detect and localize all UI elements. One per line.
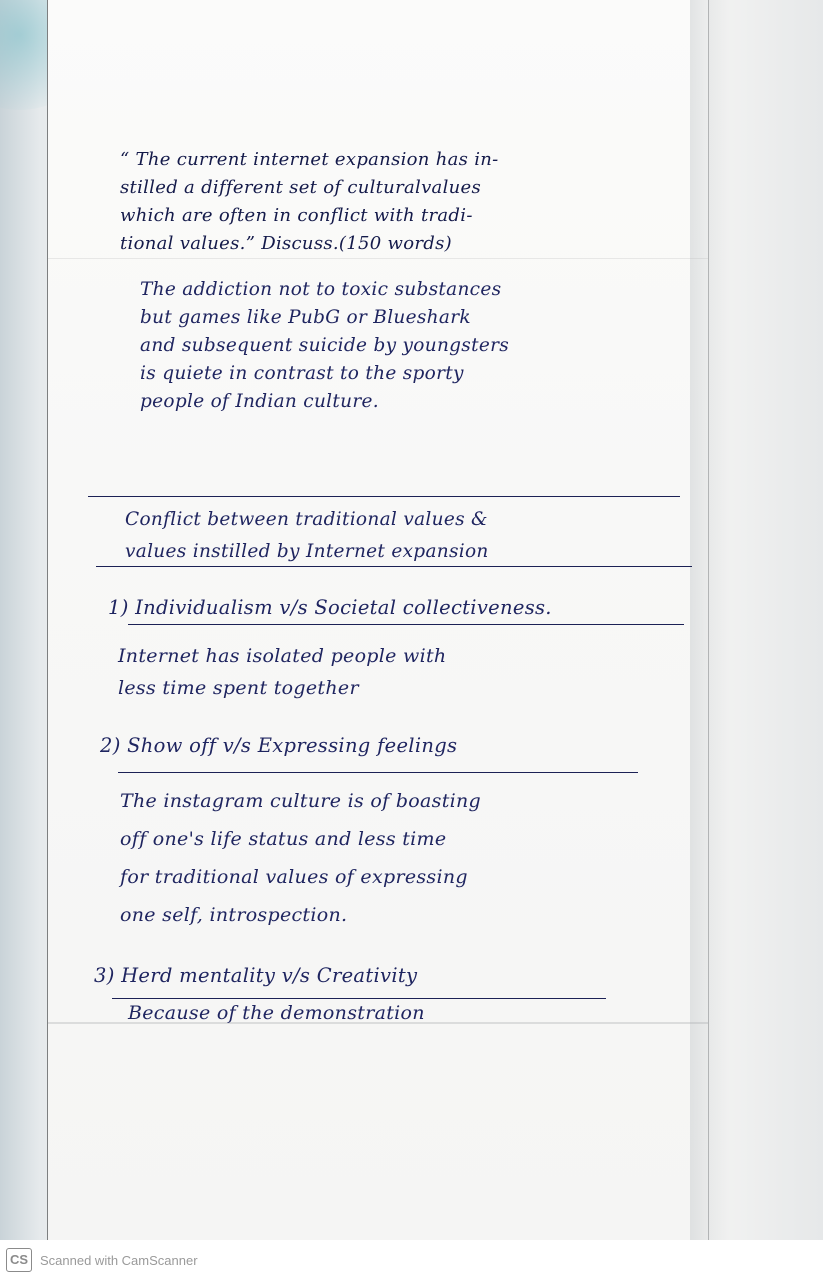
point-body-line: less time spent together: [118, 677, 359, 699]
introduction-line: The addiction not to toxic substances: [140, 279, 502, 300]
paper-edge-shadow: [690, 0, 730, 1240]
point-body-line: The instagram culture is of boasting: [120, 790, 482, 812]
question-line: which are often in conflict with tradi-: [120, 205, 473, 226]
heading-underline: [96, 566, 692, 567]
point-1-title: 1) Individualism v/s Societal collectiveness.: [108, 596, 552, 619]
point-body-line: Because of the demonstration: [128, 1002, 425, 1024]
heading-line: Conflict between traditional values &: [125, 509, 488, 530]
section-heading: [125, 504, 489, 568]
point-3-body: [128, 1000, 425, 1027]
camscanner-logo-icon: CS: [6, 1248, 32, 1272]
introduction-line: but games like PubG or Blueshark: [140, 307, 471, 328]
point-2-title: 2) Show off v/s Expressing feelings: [100, 734, 458, 757]
question-text: [120, 146, 499, 258]
point-body-line: Internet has isolated people with: [118, 645, 447, 667]
point-2-body: [120, 782, 481, 934]
introduction-line: and subsequent suicide by youngsters: [140, 335, 510, 356]
point-body-line: one self, introspection.: [120, 904, 348, 926]
introduction-line: people of Indian culture.: [140, 391, 379, 412]
question-line: “ The current internet expansion has in-: [120, 149, 499, 170]
paper-fold-line: [48, 258, 708, 259]
camscanner-watermark: Scanned with CamScanner: [40, 1253, 198, 1268]
point-1-body: [118, 640, 446, 704]
point-2-underline: [118, 772, 638, 773]
introduction-line: is quiete in contrast to the sporty: [140, 363, 464, 384]
point-body-line: off one's life status and less time: [120, 828, 447, 850]
point-body-line: for traditional values of expressing: [120, 866, 468, 888]
question-line: tional values.” Discuss.(150 words): [120, 233, 452, 254]
section-divider: [88, 496, 680, 497]
point-3-title: 3) Herd mentality v/s Creativity: [94, 964, 418, 987]
point-3-underline: [112, 998, 606, 999]
introduction-paragraph: [140, 276, 509, 416]
heading-line: values instilled by Internet expansion: [125, 541, 489, 562]
question-line: stilled a different set of culturalvalues: [120, 177, 482, 198]
point-1-underline: [128, 624, 684, 625]
